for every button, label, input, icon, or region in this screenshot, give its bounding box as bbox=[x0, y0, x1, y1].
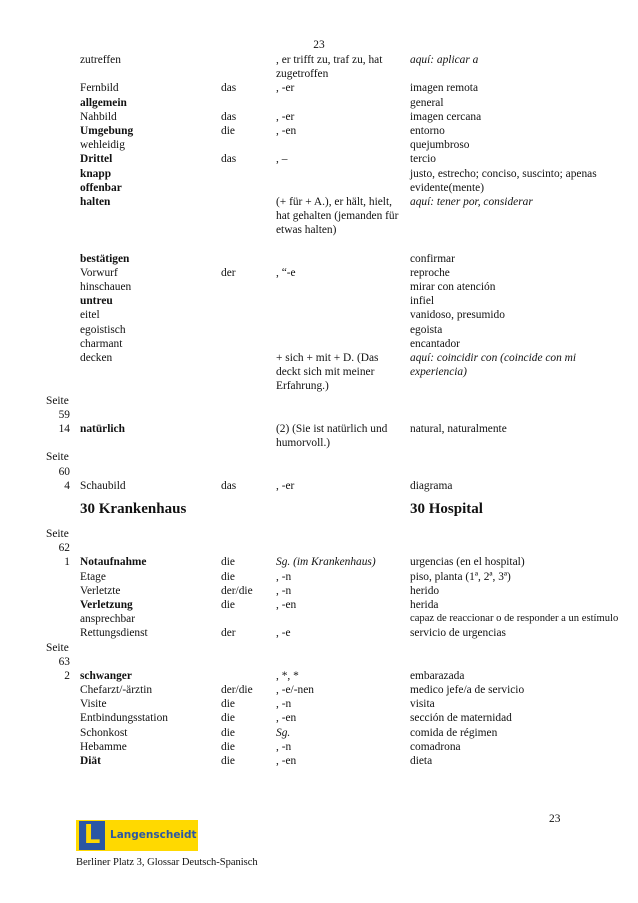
article: die bbox=[221, 726, 235, 739]
table-row bbox=[0, 683, 638, 697]
table-row bbox=[0, 641, 638, 655]
german-term: wehleidig bbox=[80, 139, 125, 152]
grammar-info: , -en bbox=[276, 124, 297, 137]
spanish-translation: reproche bbox=[410, 266, 450, 279]
table-row bbox=[0, 138, 638, 152]
table-row bbox=[0, 422, 638, 450]
table-row bbox=[0, 754, 638, 768]
spanish-translation: imagen remota bbox=[410, 82, 478, 95]
german-term: Vorwurf bbox=[80, 266, 118, 279]
german-term: Etage bbox=[80, 570, 106, 583]
page-number-top: 23 bbox=[313, 39, 325, 51]
grammar-info: , *, * bbox=[276, 669, 299, 682]
spanish-translation: mirar con atención bbox=[410, 281, 496, 294]
grammar-info: Sg. bbox=[276, 726, 291, 739]
page-ref-number: 63 bbox=[58, 655, 70, 668]
page-ref-number: 59 bbox=[58, 408, 70, 421]
german-term: charmant bbox=[80, 337, 123, 350]
article: der/die bbox=[221, 584, 253, 597]
german-term: eitel bbox=[80, 309, 100, 322]
article: die bbox=[221, 712, 235, 725]
table-row bbox=[0, 612, 638, 626]
seite-label: Seite bbox=[46, 394, 69, 407]
spanish-translation: diagrama bbox=[410, 479, 453, 492]
table-row bbox=[0, 541, 638, 555]
spanish-translation: embarazada bbox=[410, 669, 465, 682]
german-term: knapp bbox=[80, 167, 112, 180]
grammar-info: + sich + mit + D. (Das deckt sich mit meiner Erfahrung.) bbox=[276, 352, 379, 393]
table-row bbox=[0, 337, 638, 351]
german-term: Nahbild bbox=[80, 110, 117, 123]
footer-text: Berliner Platz 3, Glossar Deutsch-Spanisch bbox=[76, 857, 258, 868]
german-term: decken bbox=[80, 352, 113, 364]
table-row bbox=[0, 294, 638, 308]
table-row bbox=[0, 195, 638, 252]
table-row bbox=[0, 252, 638, 266]
table-row bbox=[0, 740, 638, 754]
german-term: halten bbox=[80, 195, 111, 208]
german-term: Notaufnahme bbox=[80, 556, 147, 569]
seite-label: Seite bbox=[46, 641, 69, 654]
spanish-translation: sección de maternidad bbox=[410, 712, 512, 725]
spanish-translation: natural, naturalmente bbox=[410, 422, 507, 435]
spanish-translation: visita bbox=[410, 698, 435, 711]
glossary-table bbox=[0, 53, 638, 768]
grammar-info: , -n bbox=[276, 584, 292, 597]
spanish-translation: servicio de urgencias bbox=[410, 627, 506, 640]
section-heading-de: 30 Krankenhaus bbox=[80, 500, 187, 517]
german-term: untreu bbox=[80, 295, 113, 308]
spanish-translation: justo, estrecho; conciso, suscinto; apenas bbox=[410, 167, 597, 180]
spanish-translation: medico jefe/a de servicio bbox=[410, 684, 525, 697]
logo-letter: L bbox=[79, 821, 105, 850]
spanish-translation: urgencias (en el hospital) bbox=[410, 556, 525, 569]
table-row bbox=[0, 669, 638, 683]
table-row bbox=[0, 81, 638, 95]
table-row bbox=[0, 408, 638, 422]
table-row bbox=[0, 555, 638, 569]
german-term: offenbar bbox=[80, 181, 122, 194]
table-row bbox=[0, 527, 638, 541]
table-row bbox=[0, 351, 638, 394]
grammar-info: , -en bbox=[276, 598, 297, 611]
seite-label: Seite bbox=[46, 528, 69, 540]
grammar-info: (2) (Sie ist natürlich und humorvoll.) bbox=[276, 422, 388, 450]
grammar-info: Sg. (im Krankenhaus) bbox=[276, 556, 376, 569]
page-ref-number: 4 bbox=[64, 479, 70, 492]
table-row bbox=[0, 655, 638, 669]
table-row bbox=[0, 493, 638, 527]
spanish-translation: encantador bbox=[410, 337, 460, 350]
grammar-info: , -e bbox=[276, 627, 291, 640]
spanish-translation: comida de régimen bbox=[410, 726, 498, 739]
grammar-info: (+ für + A.), er hält, hielt, hat gehalten (jemanden für etwas halten) bbox=[276, 195, 399, 237]
german-term: Visite bbox=[80, 698, 107, 711]
page-number-bottom: 23 bbox=[549, 813, 561, 825]
table-row bbox=[0, 697, 638, 711]
table-row bbox=[0, 711, 638, 725]
grammar-info: , -er bbox=[276, 110, 295, 123]
spanish-translation: confirmar bbox=[410, 252, 455, 265]
spanish-translation: infiel bbox=[410, 295, 435, 308]
table-row bbox=[0, 110, 638, 124]
table-row bbox=[0, 167, 638, 181]
grammar-info: , – bbox=[276, 153, 288, 166]
table-row bbox=[0, 323, 638, 337]
german-term: Drittel bbox=[80, 153, 113, 166]
german-term: Fernbild bbox=[80, 82, 119, 95]
article: die bbox=[221, 556, 235, 569]
grammar-info: , -e/-nen bbox=[276, 684, 314, 697]
article: der bbox=[221, 266, 236, 279]
spanish-translation: herido bbox=[410, 584, 440, 597]
article: die bbox=[221, 570, 235, 583]
german-term: allgemein bbox=[80, 96, 127, 109]
table-row bbox=[0, 96, 638, 110]
german-term: Rettungsdienst bbox=[80, 627, 148, 640]
langenscheidt-logo bbox=[76, 820, 198, 851]
german-term: egoistisch bbox=[80, 323, 126, 336]
grammar-info: , -er bbox=[276, 82, 295, 95]
spanish-translation: quejumbroso bbox=[410, 139, 470, 152]
table-row bbox=[0, 479, 638, 493]
grammar-info: , -en bbox=[276, 712, 297, 725]
spanish-translation: imagen cercana bbox=[410, 110, 482, 123]
grammar-info: , er trifft zu, traf zu, hat zugetroffen bbox=[276, 54, 383, 81]
table-row bbox=[0, 308, 638, 322]
article: das bbox=[221, 82, 237, 95]
german-term: hinschauen bbox=[80, 281, 132, 294]
article: die bbox=[221, 124, 235, 137]
article: die bbox=[221, 755, 235, 767]
table-row bbox=[0, 266, 638, 280]
table-row bbox=[0, 152, 638, 166]
grammar-info: , -n bbox=[276, 570, 292, 583]
german-term: bestätigen bbox=[80, 252, 130, 265]
table-row bbox=[0, 280, 638, 294]
seite-label: Seite bbox=[46, 451, 69, 464]
article: das bbox=[221, 153, 237, 166]
section-heading-es: 30 Hospital bbox=[410, 500, 483, 517]
german-term: Chefarzt/-ärztin bbox=[80, 684, 153, 697]
german-term: ansprechbar bbox=[80, 613, 136, 626]
spanish-translation: vanidoso, presumido bbox=[410, 309, 505, 322]
spanish-translation: tercio bbox=[410, 153, 436, 166]
grammar-info: , -n bbox=[276, 740, 292, 753]
spanish-translation: piso, planta (1ª, 2ª, 3ª) bbox=[410, 570, 511, 583]
german-term: natürlich bbox=[80, 422, 125, 435]
page-ref-number: 14 bbox=[58, 422, 70, 435]
german-term: Schaubild bbox=[80, 479, 126, 492]
german-term: Entbindungsstation bbox=[80, 712, 168, 725]
grammar-info: , -n bbox=[276, 698, 292, 711]
german-term: Verletzung bbox=[80, 598, 133, 611]
page-ref-number: 60 bbox=[58, 465, 70, 478]
grammar-info: , -er bbox=[276, 479, 295, 492]
spanish-translation: herida bbox=[410, 598, 439, 611]
german-term: Verletzte bbox=[80, 584, 121, 597]
page-ref-number: 1 bbox=[64, 556, 70, 569]
article: das bbox=[221, 479, 237, 492]
article: die bbox=[221, 740, 235, 753]
grammar-info: , -en bbox=[276, 755, 297, 767]
spanish-translation: general bbox=[410, 96, 444, 109]
spanish-translation: comadrona bbox=[410, 740, 461, 753]
article: das bbox=[221, 110, 237, 123]
article: der bbox=[221, 627, 236, 640]
table-row bbox=[0, 584, 638, 598]
spanish-translation: egoista bbox=[410, 323, 443, 336]
table-row bbox=[0, 570, 638, 584]
german-term: zutreffen bbox=[80, 54, 121, 66]
table-row bbox=[0, 181, 638, 195]
spanish-translation: entorno bbox=[410, 124, 445, 137]
table-row bbox=[0, 465, 638, 479]
german-term: Diät bbox=[80, 755, 101, 767]
article: der/die bbox=[221, 684, 253, 697]
spanish-translation: aquí: aplicar a bbox=[410, 54, 479, 66]
german-term: Schonkost bbox=[80, 726, 128, 739]
german-term: Umgebung bbox=[80, 124, 134, 137]
page-ref-number: 2 bbox=[64, 669, 70, 682]
spanish-translation: dieta bbox=[410, 755, 433, 767]
spanish-translation: aquí: tener por, considerar bbox=[410, 195, 533, 208]
spanish-translation: evidente(mente) bbox=[410, 181, 485, 194]
table-row bbox=[0, 450, 638, 464]
table-row bbox=[0, 626, 638, 640]
table-row bbox=[0, 726, 638, 740]
spanish-translation: aquí: coincidir con (coincide con mi experiencia) bbox=[410, 352, 577, 379]
grammar-info: , “-e bbox=[276, 266, 296, 279]
table-row bbox=[0, 53, 638, 81]
german-term: Hebamme bbox=[80, 740, 127, 753]
table-row bbox=[0, 124, 638, 138]
table-row bbox=[0, 394, 638, 408]
article: die bbox=[221, 598, 235, 611]
table-row bbox=[0, 598, 638, 612]
article: die bbox=[221, 698, 235, 711]
spanish-translation: capaz de reaccionar o de responder a un estímulo bbox=[410, 613, 619, 625]
page-ref-number: 62 bbox=[58, 542, 70, 555]
logo-name: Langenscheidt bbox=[110, 829, 197, 841]
german-term: schwanger bbox=[80, 669, 132, 682]
